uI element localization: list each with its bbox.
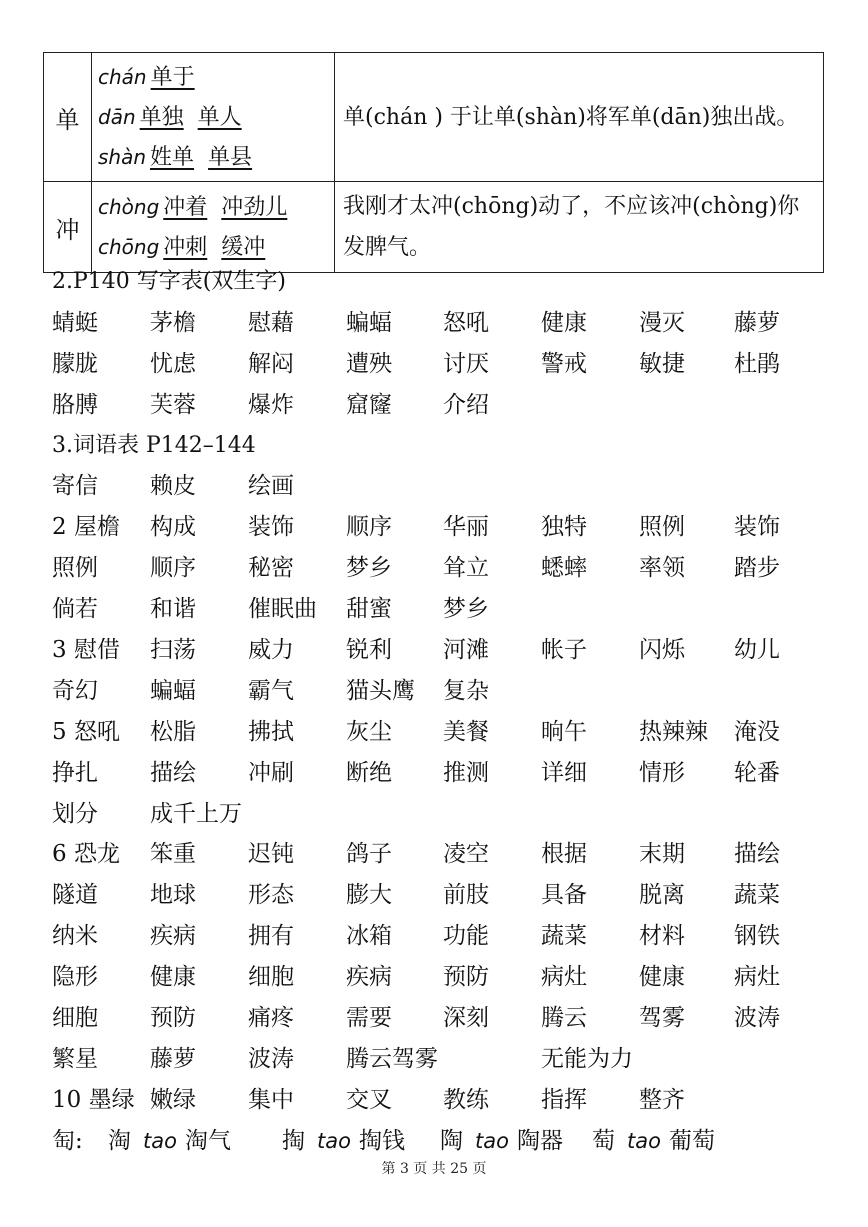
word-item: 钢铁	[734, 923, 780, 950]
word-item: 断绝	[346, 759, 392, 786]
family-word: 掏钱	[358, 1127, 405, 1154]
word-item: 凌空	[443, 841, 489, 868]
word-item: 胳膊	[52, 391, 98, 418]
reading-word: 单独	[139, 105, 184, 130]
reading-pinyin: dān	[98, 105, 136, 129]
word-item: 藤萝	[150, 1045, 196, 1072]
tao-family-line	[52, 1121, 842, 1162]
reading-pinyin: chōng	[98, 235, 160, 259]
word-item: 冰箱	[346, 923, 392, 950]
word-item: 忧虑	[150, 350, 196, 377]
word-item: 慰藉	[248, 309, 294, 336]
family-pinyin: tao	[475, 1128, 509, 1153]
word-item: 交叉	[346, 1086, 392, 1113]
word-item: 拂拭	[248, 718, 294, 745]
word-row	[52, 671, 842, 712]
word-item: 讨厌	[443, 350, 489, 377]
word-item: 情形	[639, 759, 685, 786]
word-item: 介绍	[443, 391, 489, 418]
family-pinyin: tao	[317, 1128, 351, 1153]
reading-word: 缓冲	[221, 235, 266, 260]
word-row	[52, 344, 842, 385]
family-pinyin: tao	[627, 1128, 661, 1153]
word-list-content	[52, 262, 842, 1162]
word-item: 细胞	[248, 964, 294, 991]
word-item: 幼儿	[734, 637, 780, 664]
word-item: 窟窿	[346, 391, 392, 418]
word-item: 蔬菜	[734, 882, 780, 909]
word-item: 挣扎	[52, 759, 98, 786]
word-item: 隧道	[52, 882, 98, 909]
word-item: 预防	[443, 964, 489, 991]
word-item: 波涛	[248, 1045, 294, 1072]
family-pinyin: tao	[143, 1128, 177, 1153]
word-item: 漫灭	[639, 309, 685, 336]
reading-word: 冲着	[163, 195, 208, 220]
reading-word: 冲刺	[163, 235, 208, 260]
word-item: 藤萝	[734, 309, 780, 336]
word-item: 率领	[639, 555, 685, 582]
reading-word: 姓单	[150, 145, 195, 170]
word-item: 蟋蟀	[541, 555, 587, 582]
word-item: 河滩	[443, 637, 489, 664]
word-row	[52, 916, 842, 957]
word-item: 耸立	[443, 555, 489, 582]
word-item: 淹没	[734, 718, 780, 745]
word-item: 顺序	[150, 555, 196, 582]
word-item: 倘若	[52, 596, 98, 623]
word-item: 腾云	[541, 1005, 587, 1032]
word-item: 装饰	[248, 514, 294, 541]
word-row	[52, 998, 842, 1039]
family-char: 萄	[592, 1127, 615, 1154]
word-item: 膨大	[346, 882, 392, 909]
word-item: 爆炸	[248, 391, 294, 418]
word-row	[52, 875, 842, 916]
word-item: 蝙蝠	[150, 677, 196, 704]
word-item: 独特	[541, 514, 587, 541]
word-item: 驾雾	[639, 1005, 685, 1032]
word-item: 3 慰借	[52, 637, 120, 664]
word-item: 嫩绿	[150, 1086, 196, 1113]
page-footer: 第 3 页 共 25 页	[381, 1161, 487, 1177]
word-item: 鸽子	[346, 841, 392, 868]
word-item: 5 怒吼	[52, 718, 120, 745]
word-item: 构成	[150, 514, 196, 541]
word-item: 华丽	[443, 514, 489, 541]
word-item: 警戒	[541, 350, 587, 377]
word-item: 敏捷	[639, 350, 685, 377]
family-label: 匋:	[52, 1127, 83, 1154]
word-item: 地球	[150, 882, 196, 909]
word-item: 形态	[248, 882, 294, 909]
word-item: 描绘	[734, 841, 780, 868]
reading-line	[98, 187, 328, 227]
word-item: 拥有	[248, 923, 294, 950]
word-item: 寄信	[52, 473, 98, 500]
word-item: 复杂	[443, 677, 489, 704]
word-item: 朦胧	[52, 350, 98, 377]
reading-word: 单于	[150, 65, 195, 90]
reading-line	[98, 57, 328, 97]
word-item: 霸气	[248, 677, 294, 704]
reading-line	[98, 137, 328, 177]
family-word: 陶器	[516, 1127, 563, 1154]
word-item: 10 墨绿	[52, 1086, 135, 1113]
word-row	[52, 466, 842, 507]
family-word: 葡萄	[668, 1127, 715, 1154]
word-item: 蔬菜	[541, 923, 587, 950]
polyphone-char: 单	[44, 53, 92, 182]
word-item: 装饰	[734, 514, 780, 541]
word-row	[52, 589, 842, 630]
word-item: 疾病	[150, 923, 196, 950]
table-row	[44, 182, 824, 273]
reading-line	[98, 97, 328, 137]
word-item: 顺序	[346, 514, 392, 541]
word-item: 腾云驾雾	[346, 1045, 438, 1072]
word-item: 遭殃	[346, 350, 392, 377]
word-item: 笨重	[150, 841, 196, 868]
word-item: 梦乡	[346, 555, 392, 582]
word-item: 轮番	[734, 759, 780, 786]
word-row	[52, 834, 842, 875]
word-item: 痛疼	[248, 1005, 294, 1032]
word-row	[52, 957, 842, 998]
readings-cell	[92, 53, 335, 182]
word-item: 需要	[346, 1005, 392, 1032]
family-char: 掏	[282, 1127, 305, 1154]
word-item: 怒吼	[443, 309, 489, 336]
word-item: 锐利	[346, 637, 392, 664]
word-item: 热辣辣	[639, 718, 708, 745]
word-item: 划分	[52, 800, 98, 827]
word-row	[52, 1080, 842, 1121]
word-item: 健康	[639, 964, 685, 991]
word-item: 集中	[248, 1086, 294, 1113]
word-item: 猫头鹰	[346, 677, 415, 704]
word-item: 芙蓉	[150, 391, 196, 418]
polyphone-table	[43, 52, 824, 273]
word-row	[52, 794, 842, 835]
example-sentence: 单(chán ) 于让单(shàn)将军单(dān)独出战。	[335, 53, 824, 182]
word-item: 健康	[541, 309, 587, 336]
word-item: 病灶	[734, 964, 780, 991]
family-word: 淘气	[184, 1127, 231, 1154]
word-item: 预防	[150, 1005, 196, 1032]
word-item: 绘画	[248, 473, 294, 500]
word-item: 迟钝	[248, 841, 294, 868]
word-row	[52, 630, 842, 671]
word-item: 繁星	[52, 1045, 98, 1072]
word-item: 茅檐	[150, 309, 196, 336]
family-entry	[282, 1121, 405, 1162]
word-row	[52, 507, 842, 548]
family-char: 淘	[108, 1127, 131, 1154]
word-row	[52, 753, 842, 794]
word-item: 照例	[52, 555, 98, 582]
reading-word: 单人	[197, 105, 242, 130]
word-item: 无能为力	[541, 1045, 633, 1072]
word-item: 杜鹃	[734, 350, 780, 377]
example-sentence: 我刚才太冲(chōng)动了，不应该冲(chòng)你发脾气。	[335, 182, 824, 273]
word-item: 松脂	[150, 718, 196, 745]
word-item: 根据	[541, 841, 587, 868]
section2-heading: 2.P140 写字表(双生字)	[52, 269, 286, 294]
word-item: 2 屋檐	[52, 514, 120, 541]
reading-word: 单县	[208, 145, 253, 170]
word-item: 前肢	[443, 882, 489, 909]
word-item: 秘密	[248, 555, 294, 582]
reading-pinyin: chòng	[98, 195, 160, 219]
word-row	[52, 1039, 842, 1080]
word-item: 末期	[639, 841, 685, 868]
word-item: 健康	[150, 964, 196, 991]
word-item: 描绘	[150, 759, 196, 786]
section3-heading: 3.词语表 P142–144	[52, 432, 256, 458]
word-row	[52, 303, 842, 344]
section2-rows	[52, 303, 842, 426]
word-item: 细胞	[52, 1005, 98, 1032]
reading-word: 冲劲儿	[221, 195, 288, 220]
word-item: 病灶	[541, 964, 587, 991]
word-item: 晌午	[541, 718, 587, 745]
polyphone-char: 冲	[44, 182, 92, 273]
reading-line	[98, 227, 328, 267]
word-item: 甜蜜	[346, 596, 392, 623]
word-item: 具备	[541, 882, 587, 909]
readings-cell	[92, 182, 335, 273]
word-item: 扫荡	[150, 637, 196, 664]
word-item: 解闷	[248, 350, 294, 377]
word-item: 催眠曲	[248, 596, 317, 623]
word-item: 成千上万	[150, 800, 242, 827]
word-item: 疾病	[346, 964, 392, 991]
word-item: 冲刷	[248, 759, 294, 786]
word-item: 赖皮	[150, 473, 196, 500]
word-item: 和谐	[150, 596, 196, 623]
word-item: 蝙蝠	[346, 309, 392, 336]
family-entry	[440, 1121, 563, 1162]
word-item: 帐子	[541, 637, 587, 664]
word-item: 材料	[639, 923, 685, 950]
word-item: 详细	[541, 759, 587, 786]
word-item: 功能	[443, 923, 489, 950]
word-item: 梦乡	[443, 596, 489, 623]
reading-pinyin: shàn	[98, 145, 147, 169]
word-item: 推测	[443, 759, 489, 786]
family-entry	[108, 1121, 231, 1162]
reading-pinyin: chán	[98, 65, 147, 89]
word-item: 纳米	[52, 923, 98, 950]
table-row	[44, 53, 824, 182]
word-item: 脱离	[639, 882, 685, 909]
word-item: 闪烁	[639, 637, 685, 664]
word-item: 深刻	[443, 1005, 489, 1032]
word-item: 6 恐龙	[52, 841, 120, 868]
word-item: 照例	[639, 514, 685, 541]
word-item: 踏步	[734, 555, 780, 582]
section3-rows	[52, 466, 842, 1120]
word-row	[52, 548, 842, 589]
word-row	[52, 712, 842, 753]
word-item: 威力	[248, 637, 294, 664]
word-item: 美餐	[443, 718, 489, 745]
word-item: 波涛	[734, 1005, 780, 1032]
word-item: 隐形	[52, 964, 98, 991]
word-item: 教练	[443, 1086, 489, 1113]
family-char: 陶	[440, 1127, 463, 1154]
word-item: 蜻蜓	[52, 309, 98, 336]
family-entry	[592, 1121, 715, 1162]
word-item: 奇幻	[52, 677, 98, 704]
word-item: 指挥	[541, 1086, 587, 1113]
word-row	[52, 385, 842, 426]
word-item: 整齐	[639, 1086, 685, 1113]
word-item: 灰尘	[346, 718, 392, 745]
